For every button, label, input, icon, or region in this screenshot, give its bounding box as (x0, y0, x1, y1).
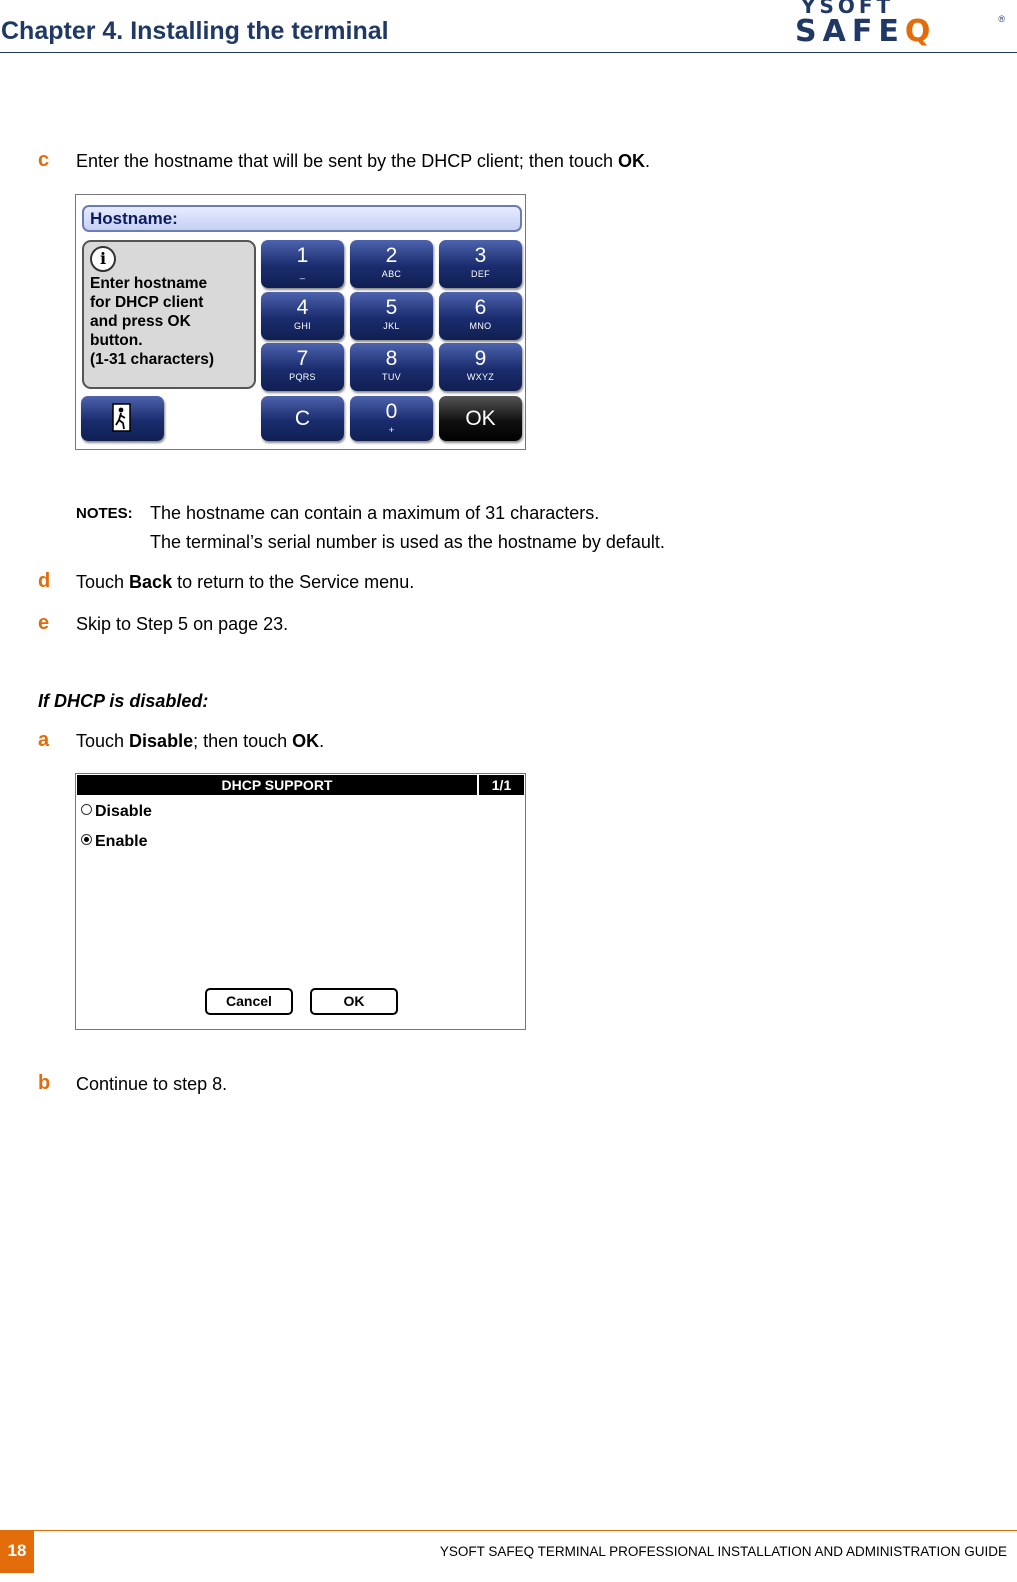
key-8[interactable]: 8 TUV (350, 343, 433, 391)
step-letter: c (38, 149, 50, 171)
step-letter: b (38, 1072, 51, 1094)
key-0[interactable]: 0 + (350, 396, 433, 441)
step-text: Enter the hostname that will be sent by the DHCP client; then touch OK. (76, 151, 650, 171)
footer-guide-title: YSOFT SAFEQ TERMINAL PROFESSIONAL INSTALLATION AND ADMINISTRATION GUIDE (439, 1544, 1007, 1559)
key-3[interactable]: 3 DEF (439, 240, 522, 288)
logo-main-text: SAFEQ (795, 14, 937, 49)
cancel-button[interactable]: Cancel (205, 988, 293, 1015)
key-6[interactable]: 6 MNO (439, 292, 522, 340)
info-panel (82, 240, 256, 389)
key-2[interactable]: 2 ABC (350, 240, 433, 288)
dhcp-support-screenshot (75, 773, 526, 1030)
radio-selected-icon (81, 834, 92, 845)
footer-divider (0, 1530, 1017, 1531)
chapter-title: Chapter 4. Installing the terminal (1, 17, 389, 45)
info-icon: i (90, 246, 116, 272)
exit-door-icon (110, 403, 134, 433)
note-line-1: The hostname can contain a maximum of 31 characters. (150, 503, 600, 523)
page-indicator: 1/1 (479, 775, 524, 795)
header-divider (0, 52, 1017, 53)
notes-label: NOTES: (76, 505, 133, 522)
ysoft-safeq-logo (795, 0, 1005, 48)
key-5[interactable]: 5 JKL (350, 292, 433, 340)
key-9[interactable]: 9 WXYZ (439, 343, 522, 391)
step-text: Continue to step 8. (76, 1074, 228, 1094)
step-letter: e (38, 612, 50, 634)
option-disable[interactable]: Disable (81, 802, 152, 822)
step-text: Touch Back to return to the Service menu. (76, 572, 415, 592)
step-text: Skip to Step 5 on page 23. (76, 614, 289, 634)
ok-button[interactable]: OK (310, 988, 398, 1015)
info-text: Enter hostname for DHCP client and press OK button. (1-31 characters) (90, 275, 215, 368)
logo-registered-mark: ® (998, 14, 1005, 24)
step-letter: d (38, 570, 51, 592)
hostname-field[interactable]: Hostname: (82, 205, 522, 232)
radio-unselected-icon (81, 804, 92, 815)
key-7[interactable]: 7 PQRS (261, 343, 344, 391)
key-ok[interactable]: OK (439, 396, 522, 441)
key-4[interactable]: 4 GHI (261, 292, 344, 340)
key-clear[interactable]: C (261, 396, 344, 441)
page-number: 18 (0, 1531, 34, 1573)
key-1[interactable]: 1 _ (261, 240, 344, 288)
option-enable[interactable]: Enable (81, 832, 147, 852)
note-line-2: The terminal’s serial number is used as the hostname by default. (150, 532, 665, 552)
logo-top-text: YSOFT (801, 0, 895, 18)
hostname-keypad-screenshot (75, 194, 526, 450)
step-text: Touch Disable; then touch OK. (76, 731, 325, 751)
section-subheading: If DHCP is disabled: (38, 691, 209, 711)
dhcp-screen-title: DHCP SUPPORT (77, 775, 477, 795)
exit-button[interactable] (81, 396, 164, 441)
step-letter: a (38, 729, 50, 751)
